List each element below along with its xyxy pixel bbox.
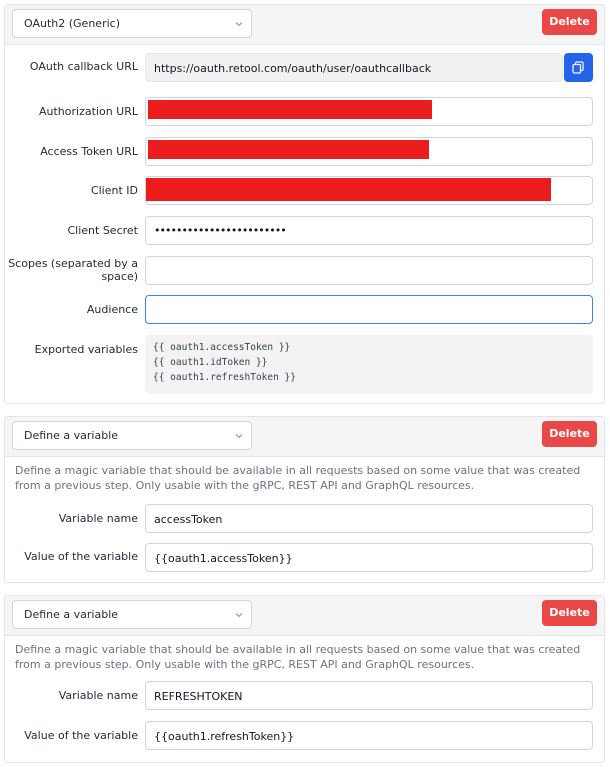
access-token-url-label: Access Token URL xyxy=(40,145,138,158)
variable-value-field[interactable] xyxy=(145,721,593,750)
step-card-header xyxy=(5,417,604,457)
define-variable-card xyxy=(4,595,605,763)
variable-name-field[interactable] xyxy=(145,681,593,710)
step-type-select-value: Define a variable xyxy=(24,429,119,442)
authorization-url-label: Authorization URL xyxy=(39,105,138,118)
delete-auth-button[interactable]: Delete xyxy=(542,9,597,35)
step-type-select[interactable] xyxy=(12,421,252,450)
chevron-down-icon xyxy=(233,18,245,30)
scopes-label: Scopes (separated by a space) xyxy=(8,257,138,283)
oauth2-card-header xyxy=(5,5,604,45)
audience-field[interactable] xyxy=(145,295,593,324)
variable-name-value: accessToken xyxy=(154,513,223,526)
variable-name-label: Variable name xyxy=(58,512,138,525)
step-type-select[interactable] xyxy=(12,600,252,629)
callback-url-value: https://oauth.retool.com/oauth/user/oauthcallback xyxy=(154,62,432,75)
exported-variable: {{ oauth1.idToken }} xyxy=(153,357,268,368)
variable-value-value: {{oauth1.accessToken}} xyxy=(154,552,293,565)
step-description: Define a magic variable that should be available in all requests based on some value that was created from a previous step. Only usable with the gRPC, REST API and GraphQL resources. xyxy=(15,464,581,492)
chevron-down-icon xyxy=(233,609,245,621)
exported-variables-label: Exported variables xyxy=(34,343,138,356)
variable-name-field[interactable] xyxy=(145,504,593,533)
client-id-label: Client ID xyxy=(90,184,138,197)
callback-url-field[interactable] xyxy=(145,53,563,82)
access-token-url-redacted xyxy=(148,140,429,159)
exported-variables-box xyxy=(145,335,593,394)
callback-url-label: OAuth callback URL xyxy=(29,60,138,73)
client-secret-value: •••••••••••••••••••••••• xyxy=(154,224,286,237)
client-id-field[interactable] xyxy=(145,176,593,205)
exported-variable: {{ oauth1.refreshToken }} xyxy=(153,372,296,383)
authorization-url-field[interactable] xyxy=(145,97,593,126)
client-secret-label: Client Secret xyxy=(67,224,138,237)
authorization-url-redacted xyxy=(148,100,432,119)
step-card-header xyxy=(5,596,604,636)
step-type-select-value: Define a variable xyxy=(24,608,119,621)
define-variable-card xyxy=(4,416,605,583)
variable-value-field[interactable] xyxy=(145,543,593,572)
scopes-field[interactable] xyxy=(145,256,593,285)
exported-variable: {{ oauth1.accessToken }} xyxy=(153,342,291,353)
auth-type-select-value: OAuth2 (Generic) xyxy=(24,17,120,30)
auth-type-select[interactable] xyxy=(12,9,252,38)
client-secret-field[interactable] xyxy=(145,216,593,245)
access-token-url-field[interactable] xyxy=(145,137,593,166)
variable-value-value: {{oauth1.refreshToken}} xyxy=(154,730,295,743)
variable-value-label: Value of the variable xyxy=(24,550,138,563)
copy-icon xyxy=(572,61,585,74)
copy-callback-url-button[interactable] xyxy=(564,53,593,82)
delete-step-button[interactable]: Delete xyxy=(542,600,597,626)
client-id-redacted xyxy=(146,178,551,201)
variable-name-label: Variable name xyxy=(58,689,138,702)
oauth2-auth-card xyxy=(4,4,605,404)
variable-name-value: REFRESHTOKEN xyxy=(154,690,243,703)
delete-step-button[interactable]: Delete xyxy=(542,421,597,447)
audience-label: Audience xyxy=(86,303,138,316)
chevron-down-icon xyxy=(233,430,245,442)
step-description: Define a magic variable that should be available in all requests based on some value that was created from a previous step. Only usable with the gRPC, REST API and GraphQL resources. xyxy=(15,643,581,671)
variable-value-label: Value of the variable xyxy=(24,729,138,742)
